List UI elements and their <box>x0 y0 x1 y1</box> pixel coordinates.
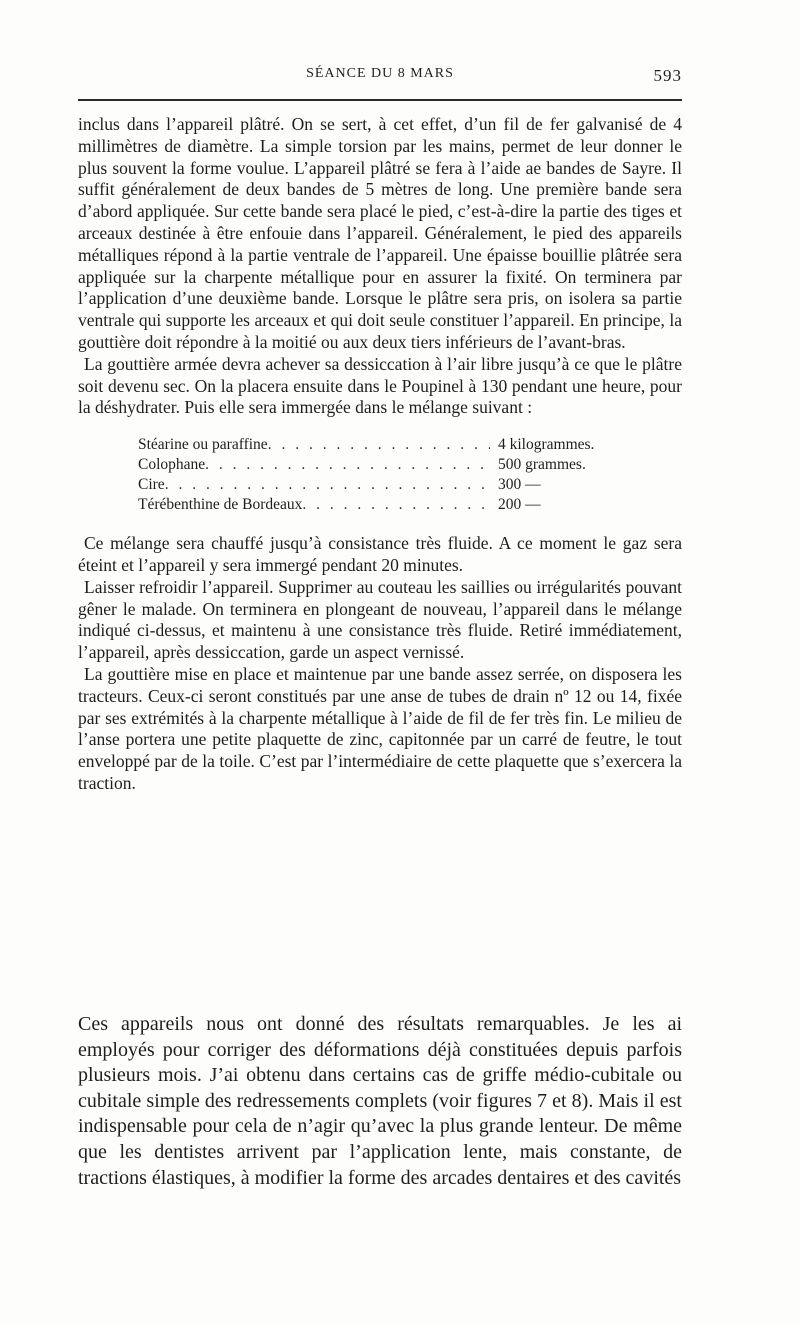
leader-dots <box>205 455 490 475</box>
recipe-quantity: 200 — <box>498 496 541 514</box>
leader-dots <box>302 495 490 515</box>
paragraph: La gouttière armée devra achever sa dessiccation à l’air libre jusqu’à ce que le plâtre soit devenu sec. On la placera ensuite dans le Poupinel à 130 pendant une heure, pour la déshydrater. Puis elle sera immergée dans le mélange suivant : <box>78 353 682 418</box>
recipe-row <box>138 455 638 475</box>
recipe-ingredient: Colophane <box>138 456 206 474</box>
paragraph: inclus dans l’appareil plâtré. On se sert, à cet effet, d’un fil de fer galvanisé de 4 millimètres de diamètre. La simple torsion par les mains, permet de leur donner le plus souvent la forme voulue. L’appareil plâtré se fera à l’aide ae bandes de Sayre. Il suffit généralement de deux bandes de 5 mètres de long. Une première bande sera d’abord appliquée. Sur cette bande sera placé le pied, c’est-à-dire la partie des tiges et arceaux destinée à être enfouie dans l’appareil. Généralement, le pied des appareils métalliques répond à la partie ventrale de l’appareil. Une épaisse bouillie plâtrée sera appliquée sur la charpente métallique pour en assurer la fixité. On terminera par l’application d’une deuxième bande. Lorsque le plâtre sera pris, on isolera sa partie ventrale qui supporte les arceaux et qui doit seule constituer l’appareil. En principe, la gouttière doit répondre à la moitié ou aux deux tiers inférieurs de l’avant-bras. <box>78 114 682 352</box>
paragraph: Ce mélange sera chauffé jusqu’à consistance très fluide. A ce moment le gaz sera éteint et l’appareil y sera immergé pendant 20 minutes. <box>78 533 682 575</box>
recipe-ingredient: Cire <box>138 476 165 494</box>
header-rule <box>78 99 682 101</box>
leader-dots <box>268 435 490 455</box>
running-header <box>78 66 682 90</box>
running-title: SÉANCE DU 8 MARS <box>306 66 454 81</box>
recipe-row <box>138 495 638 515</box>
paragraph: Ces appareils nous ont donné des résultats remarquables. Je les ai employés pour corriger des déformations déjà constituées depuis parfois plusieurs mois. J’ai obtenu dans certains cas de griffe médio-cubitale ou cubitale simple des redressements complets (voir figures 7 et 8). Mais il est indispensable pour cela de n’agir qu’avec la plus grande lenteur. De même que les dentistes arrivent par l’application lente, mais constante, de tractions élastiques, à modifier la forme des arcades dentaires et des cavités <box>78 1013 682 1189</box>
recipe-quantity: 4 kilogrammes. <box>498 436 595 454</box>
recipe-ingredient: Térébenthine de Bordeaux <box>138 496 303 514</box>
recipe-quantity: 500 grammes. <box>498 456 586 474</box>
body-text-small <box>78 114 682 795</box>
recipe-ingredient: Stéarine ou paraffine <box>138 436 268 454</box>
recipe-list <box>138 435 638 515</box>
recipe-quantity: 300 — <box>498 476 541 494</box>
body-text-large <box>78 1012 682 1191</box>
recipe-row <box>138 435 638 455</box>
paragraph: La gouttière mise en place et maintenue par une bande assez serrée, on disposera les tracteurs. Ceux-ci seront constitués par une anse de tubes de drain nº 12 ou 14, fixée par ses extrémités à la charpente métallique à l’aide de fil de fer très fin. Le milieu de l’anse portera une petite plaquette de zinc, capitonnée par un carré de feutre, le tout enveloppé par de la toile. C’est par l’intermédiaire de cette plaquette que s’exercera la traction. <box>78 663 682 793</box>
recipe-row <box>138 475 638 495</box>
paragraph: Laisser refroidir l’appareil. Supprimer au couteau les saillies ou irrégularités pouvant gêner le malade. On terminera en plongeant de nouveau, l’appareil dans le mélange indiqué ci-dessus, et maintenu à une consistance très fluide. Retiré immédiatement, l’appareil, après dessiccation, garde un aspect vernissé. <box>78 576 682 663</box>
leader-dots <box>165 475 490 495</box>
page-number: 593 <box>653 66 682 85</box>
